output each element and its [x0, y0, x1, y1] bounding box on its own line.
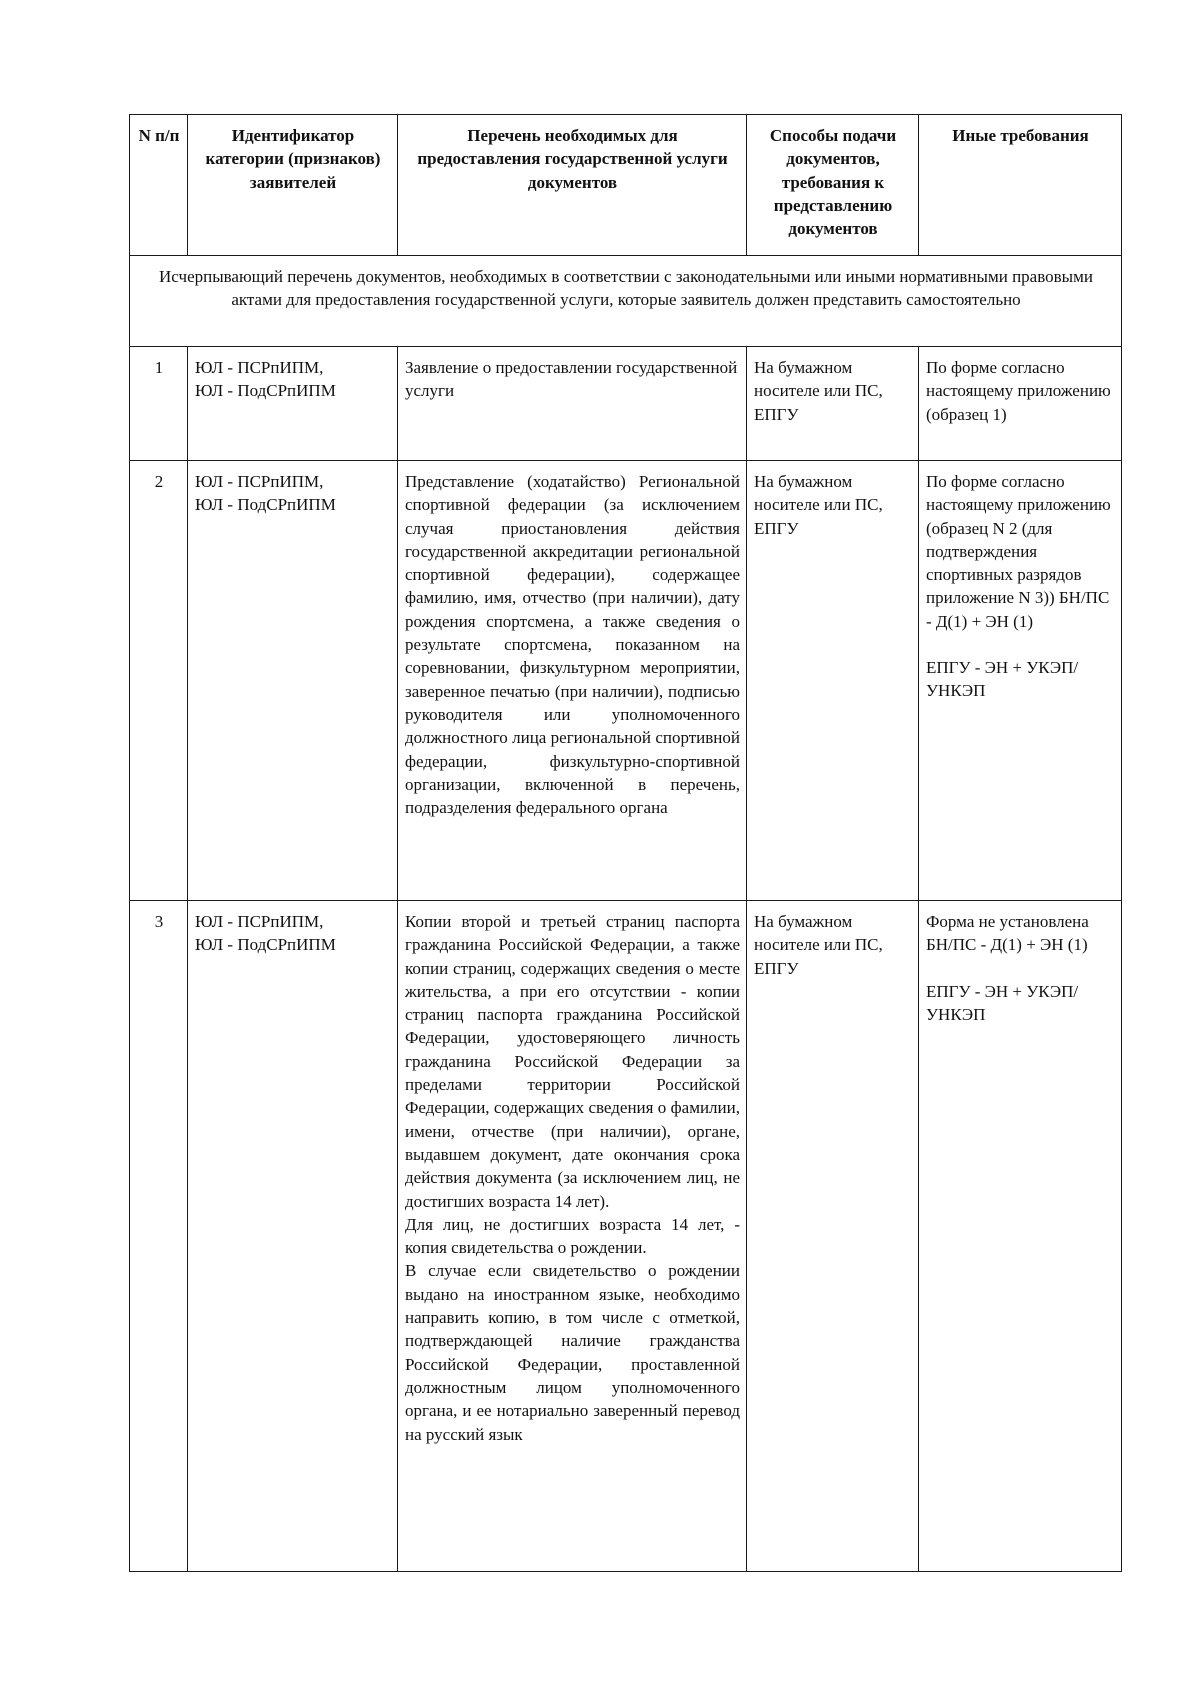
row-methods — [747, 461, 919, 901]
other-line: ЕПГУ - ЭН + УКЭП/УНКЭП — [926, 981, 1079, 1024]
table-row — [130, 901, 1122, 1572]
row-methods — [747, 901, 919, 1572]
identifier-line: ЮЛ - ПСРпИПМ, — [195, 472, 324, 491]
document-paragraph: Представление (ходатайство) Региональной спортивной федерации (за исключением случая приостановления действия государственной аккредитации региональной спортивной федерации), содержащее фамилию, имя, отчество (при наличии), дату рождения спортсмена, а также сведения о результате спортсмена, показанном на соревновании, физкультурном мероприятии, заверенное печатью (при наличии), подписью руководителя или уполномоченного должностного лица региональной спортивной федерации, физкультурно-спортивной организации, включенной в перечень, подразделения федерального органа — [405, 472, 740, 818]
row-number: 2 — [130, 461, 188, 901]
identifier-line: ЮЛ - ПодСРпИПМ — [195, 381, 336, 401]
header-methods: Способы подачи документов, требования к представлению документов — [747, 115, 919, 256]
row-other — [919, 347, 1122, 461]
other-spacer — [926, 957, 1115, 980]
table-header-row — [130, 115, 1122, 256]
identifier-line: ЮЛ - ПодСРпИПМ — [195, 935, 336, 955]
methods-line: На бумажном носителе или ПС, ЕПГУ — [754, 472, 883, 538]
document-paragraph: Для лиц, не достигших возраста 14 лет, - копия свидетельства о рождении. — [405, 1214, 740, 1258]
row-number: 3 — [130, 901, 188, 1572]
other-line: Форма не установлена БН/ПС - Д(1) + ЭН (1) — [926, 912, 1089, 955]
methods-line: На бумажном носителе или ПС, ЕПГУ — [754, 358, 883, 424]
other-line: По форме согласно настоящему приложению (образец 1) — [926, 358, 1111, 424]
row-documents — [398, 461, 747, 901]
methods-line: На бумажном носителе или ПС, ЕПГУ — [754, 912, 883, 978]
header-documents: Перечень необходимых для предоставления государственной услуги документов — [398, 115, 747, 256]
other-line: По форме согласно настоящему приложению (образец N 2 (для подтверждения спортивных разрядов приложение N 3)) БН/ПС - Д(1) + ЭН (1) — [926, 472, 1111, 631]
identifier-line: ЮЛ - ПодСРпИПМ — [195, 495, 336, 515]
row-identifier — [188, 461, 398, 901]
document-paragraph: Заявление о предоставлении государственной услуги — [405, 358, 738, 401]
row-number: 1 — [130, 347, 188, 461]
requirements-table — [129, 114, 1122, 1572]
row-identifier — [188, 901, 398, 1572]
row-other — [919, 901, 1122, 1572]
identifier-line: ЮЛ - ПСРпИПМ, — [195, 912, 324, 931]
other-line: ЕПГУ - ЭН + УКЭП/УНКЭП — [926, 658, 1079, 701]
row-documents — [398, 901, 747, 1572]
section-title: Исчерпывающий перечень документов, необходимых в соответствии с законодательными или иными нормативными правовыми актами для предоставления государственной услуги, которые заявитель должен представить самостоятельно — [130, 256, 1122, 347]
other-spacer — [926, 633, 1115, 656]
row-other — [919, 461, 1122, 901]
row-documents — [398, 347, 747, 461]
table-row — [130, 347, 1122, 461]
header-identifier: Идентификатор категории (признаков) заявителей — [188, 115, 398, 256]
identifier-line: ЮЛ - ПСРпИПМ, — [195, 358, 324, 377]
document-paragraph: В случае если свидетельство о рождении выдано на иностранном языке, необходимо направить копию, в том числе с отметкой, подтверждающей наличие гражданства Российской Федерации, проставленной должностным лицом уполномоченного органа, и ее нотариально заверенный перевод на русский язык — [405, 1261, 740, 1444]
header-number: N п/п — [130, 115, 188, 256]
row-methods — [747, 347, 919, 461]
document-paragraph: Копии второй и третьей страниц паспорта гражданина Российской Федерации, а также копии страниц, содержащих сведения о месте жительства, а при его отсутствии - копии страниц паспорта гражданина Российской Федерации, удостоверяющего личность гражданина Российской Федерации за пределами территории Российской Федерации, содержащих сведения о фамилии, имени, отчестве (при наличии), органе, выдавшем документ, дате окончания срока действия документа (за исключением лиц, не достигших возраста 14 лет). — [405, 912, 740, 1211]
row-identifier — [188, 347, 398, 461]
header-other: Иные требования — [919, 115, 1122, 256]
section-row — [130, 256, 1122, 347]
table-row — [130, 461, 1122, 901]
